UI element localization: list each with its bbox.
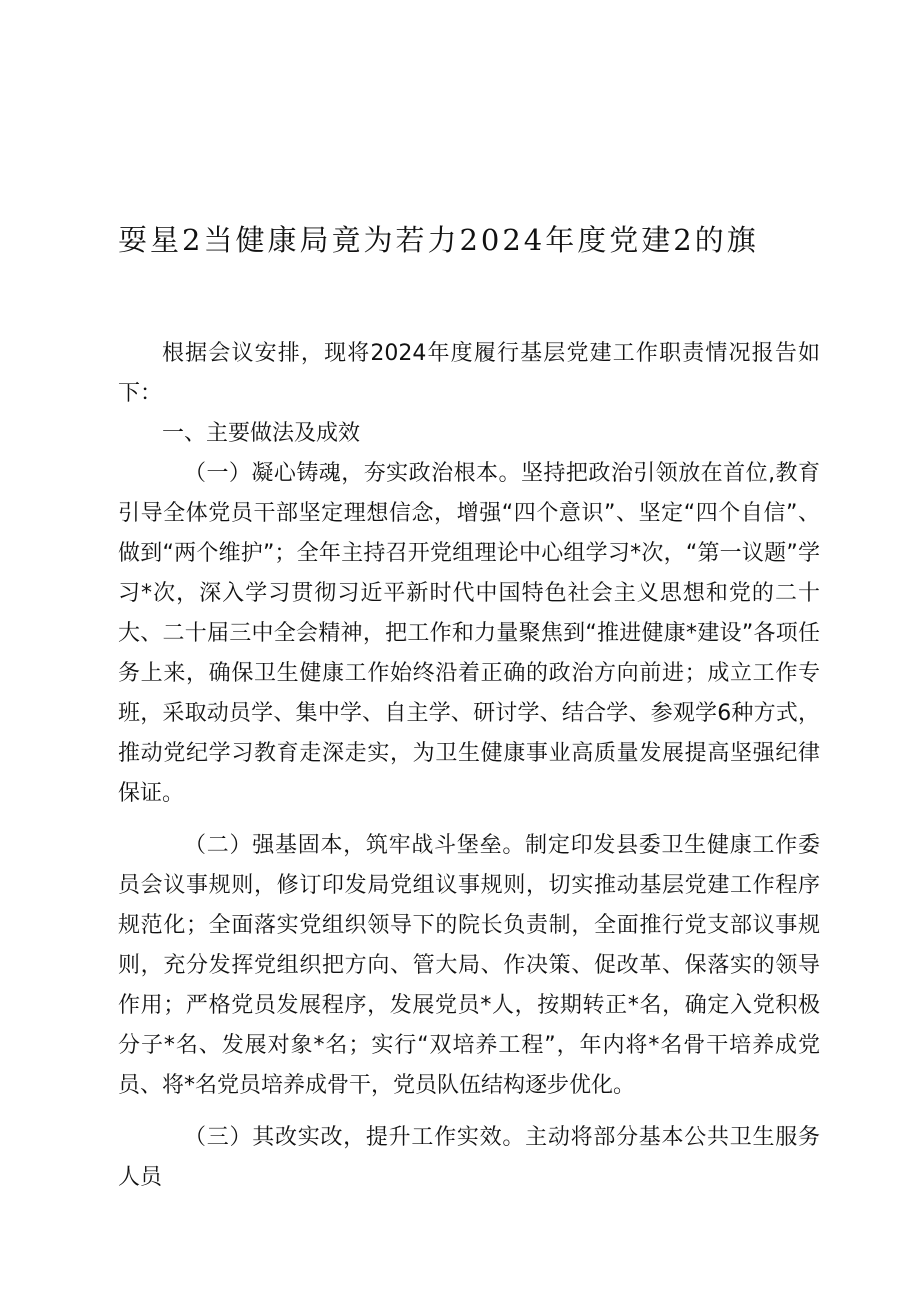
document-body (118, 334, 820, 1210)
section-lead-3: （三）其改实改，提升工作实效。 (184, 1125, 526, 1150)
section-paragraph-1 (118, 454, 820, 814)
section-text-1: 坚持把政治引领放在首位,教育引导全体党员干部坚定理想信念，增强“四个意识”、坚定“四个自信”、做到“两个维护”；全年主持召开党组理论中心组学习*次，“第一议题”学习*次，深入学习贯彻习近平新时代中国特色社会主义思想和党的二十大、二十届三中全会精神，把工作和力量聚焦到“推进健康*建设”各项任务上来，确保卫生健康工作始终沿着正确的政治方向前进；成立工作专班，采取动员学、集中学、自主学、研讨学、结合学、参观学6种方式，推动党纪学习教育走深走实，为卫生健康事业高质量发展提高坚强纪律保证。 (118, 461, 820, 806)
section-heading-1: 一、主要做法及成效 (162, 421, 361, 446)
section-paragraph-2 (118, 826, 820, 1106)
intro-paragraph: 根据会议安排，现将2024年度履行基层党建工作职责情况报告如下： (118, 341, 820, 406)
section-paragraph-3 (118, 1118, 820, 1198)
section-text-2: 制定印发县委卫生健康工作委员会议事规则，修订印发局党组议事规则，切实推动基层党建工作程序规范化；全面落实党组织领导下的院长负责制，全面推行党支部议事规则，充分发挥党组织把方向、管大局、作决策、促改革、保落实的领导作用；严格党员发展程序，发展党员*人，按期转正*名，确定入党积极分子*名、发展对象*名；实行“双培养工程”，年内将*名骨干培养成党员、将*名党员培养成骨干，党员队伍结构逐步优化。 (118, 833, 820, 1098)
section-lead-1: （一）凝心铸魂，夯实政治根本。 (184, 461, 521, 486)
section-text-3: 主动将部分基本公共卫生服务人员 (118, 1125, 820, 1190)
document-title: 耍星2当健康局竟为若力2024年度党建2的旗 (118, 223, 759, 257)
section-lead-2: （二）强基固本，筑牢战斗堡垒。 (184, 833, 526, 858)
